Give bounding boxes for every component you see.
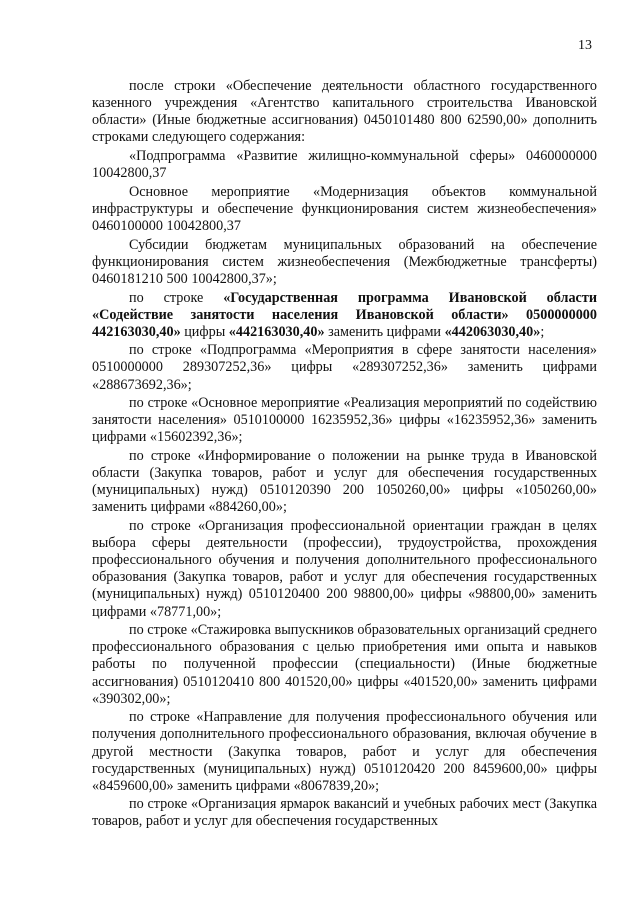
page-number: 13 xyxy=(578,38,592,53)
paragraph xyxy=(92,796,597,830)
text-run: цифры xyxy=(180,323,229,340)
text-run: по строке xyxy=(129,289,224,306)
text-run: по строке «Основное мероприятие «Реализация мероприятий по содействию занятости населения» 0510100000 16235952,36» цифры «16235952,36» заменить цифрами «15602392,36»; xyxy=(92,395,597,446)
bold-text-run: «442163030,40» xyxy=(228,323,325,340)
text-run: «Подпрограмма «Развитие жилищно-коммунальной сферы» 0460000000 10042800,37 xyxy=(92,147,597,182)
paragraph xyxy=(92,395,597,446)
bold-text-run: «442063030,40» xyxy=(444,323,541,340)
text-run: по строке «Подпрограмма «Мероприятия в сфере занятости населения» 0510000000 289307252,36» цифры «289307252,36» заменить цифрами «288673692,36»; xyxy=(92,342,597,393)
document-body xyxy=(92,78,597,832)
text-run: по строке «Информирование о положении на рынке труда в Ивановской области (Закупка товаров, работ и услуг для обеспечения государственных (муниципальных) нужд) 0510120390 200 1050260,00» цифры «1050260,00» заменить цифрами «884260,00»; xyxy=(92,448,597,516)
paragraph xyxy=(92,237,597,288)
text-run: Субсидии бюджетам муниципальных образований на обеспечение функционирования систем жизнеобеспечения (Межбюджетные трансферты) 0460181210 500 10042800,37»; xyxy=(92,236,597,287)
text-run: по строке «Направление для получения профессионального обучения или получения дополнительного профессионального образования, включая обучение в другой местности (Закупка товаров, работ и услуг для обеспечения государственных (муниципальных) нужд) 0510120420 200 8459600,00» цифры «8459600,00» заменить цифрами «8067839,20»; xyxy=(92,709,597,794)
paragraph xyxy=(92,342,597,393)
paragraph xyxy=(92,184,597,235)
text-run: Основное мероприятие «Модернизация объектов коммунальной инфраструктуры и обеспечение функционирования систем жизнеобеспечения» 0460100000 10042800,37 xyxy=(92,183,597,234)
text-run: заменить цифрами xyxy=(324,323,445,340)
paragraph xyxy=(92,290,597,341)
paragraph xyxy=(92,448,597,516)
text-run: ; xyxy=(540,323,545,340)
text-run: после строки «Обеспечение деятельности областного государственного казенного учреждения «Агентство капитального строительства Ивановской области» (Иные бюджетные ассигнования) 0450101480 800 62590,00» дополнить строками следующего содержания: xyxy=(92,78,597,146)
paragraph xyxy=(92,622,597,707)
paragraph xyxy=(92,518,597,621)
text-run: по строке «Стажировка выпускников образовательных организаций среднего профессионального образования с целью приобретения ими опыта и навыков работы по полученной профессии (специальности) (Иные бюджетные ассигнования) 0510120410 800 401520,00» цифры «401520,00» заменить цифрами «390302,00»; xyxy=(92,622,597,707)
text-run: по строке «Организация ярмарок вакансий и учебных рабочих мест (Закупка товаров, работ и услуг для обеспечения государственных xyxy=(92,796,597,830)
paragraph xyxy=(92,148,597,182)
paragraph xyxy=(92,709,597,794)
text-run: по строке «Организация профессиональной ориентации граждан в целях выбора сферы деятельности (профессии), трудоустройства, прохождения профессионального обучения и получения дополнительного профессионального образования (Закупка товаров, работ и услуг для обеспечения государственных (муниципальных) нужд) 0510120400 200 98800,00» цифры «98800,00» заменить цифрами «78771,00»; xyxy=(92,518,597,620)
paragraph xyxy=(92,78,597,146)
bold-text-run: «Государственная программа Ивановской области «Содействие занятости населения Ивановской области» 0500000000 442163030,40» xyxy=(92,289,597,340)
